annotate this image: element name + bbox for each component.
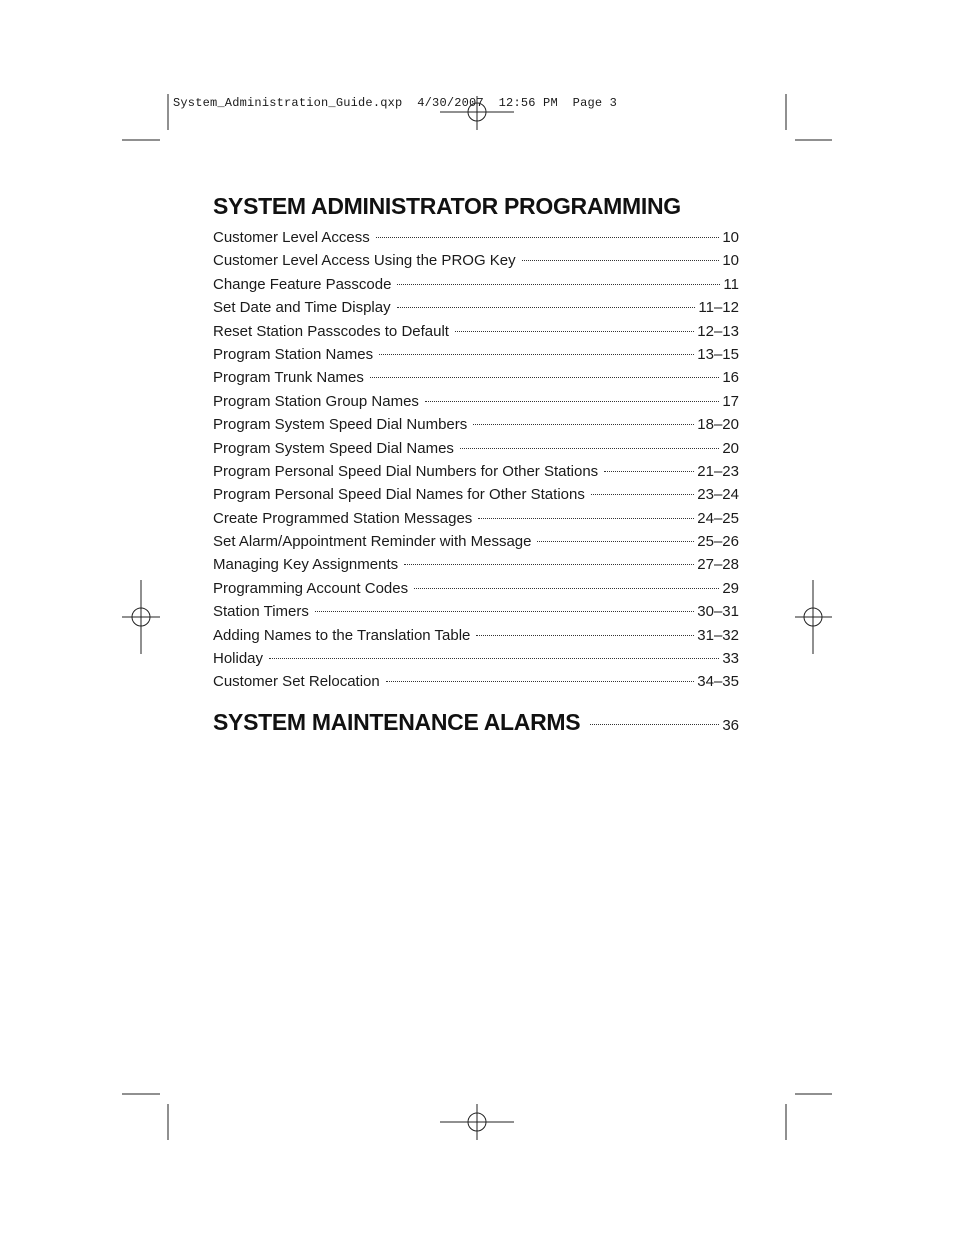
registration-mark-right <box>795 580 832 654</box>
toc-entry[interactable] <box>213 413 739 436</box>
toc-entry-label: Program System Speed Dial Numbers <box>213 416 468 434</box>
toc-entry[interactable] <box>213 343 739 366</box>
section-title-system-maintenance-alarms: SYSTEM MAINTENANCE ALARMS <box>213 708 581 735</box>
registration-mark-bottom <box>440 1104 514 1140</box>
toc-section-system-maintenance-alarms[interactable] <box>213 706 739 738</box>
toc-entry[interactable] <box>213 296 739 319</box>
toc-entry-label: Adding Names to the Translation Table <box>213 626 471 644</box>
toc-entry[interactable] <box>213 507 739 530</box>
toc-entry[interactable] <box>213 577 739 600</box>
toc-entry[interactable] <box>213 320 739 343</box>
toc-entry[interactable] <box>213 670 739 693</box>
toc-entry[interactable] <box>213 226 739 249</box>
dot-leader <box>370 377 719 378</box>
toc-page-number: 21–23 <box>697 462 739 480</box>
toc-entry-label: Change Feature Passcode <box>213 275 392 293</box>
toc-entry-label: Set Alarm/Appointment Reminder with Message <box>213 533 532 551</box>
dot-leader <box>591 494 694 495</box>
toc-page-number: 18–20 <box>697 416 739 434</box>
dot-leader <box>379 354 694 355</box>
section-title-system-administrator-programming: SYSTEM ADMINISTRATOR PROGRAMMING <box>213 193 681 219</box>
toc-entry-label: Reset Station Passcodes to Default <box>213 322 449 340</box>
toc-page-number: 24–25 <box>697 509 739 527</box>
toc-entry-label: Program Personal Speed Dial Names for Other Stations <box>213 486 585 504</box>
dot-leader <box>522 260 720 261</box>
toc-page-number: 31–32 <box>697 626 739 644</box>
toc-page-number: 12–13 <box>697 322 739 340</box>
toc-page-number: 36 <box>722 716 739 734</box>
table-of-contents <box>213 190 739 738</box>
toc-entry-label: Set Date and Time Display <box>213 299 391 317</box>
toc-entry-label: Program Station Names <box>213 345 374 363</box>
toc-page-number: 23–24 <box>697 486 739 504</box>
dot-leader <box>476 635 694 636</box>
toc-page-number: 10 <box>722 252 739 270</box>
dot-leader <box>604 471 694 472</box>
toc-page-number: 25–26 <box>697 533 739 551</box>
dot-leader <box>590 724 719 725</box>
dot-leader <box>460 448 719 449</box>
toc-entry-list <box>213 226 739 694</box>
toc-page-number: 33 <box>722 650 739 668</box>
toc-entry-label: Holiday <box>213 650 264 668</box>
toc-entry-label: Customer Level Access Using the PROG Key <box>213 252 516 270</box>
dot-leader <box>397 307 696 308</box>
print-slug-line: System_Administration_Guide.qxp 4/30/2007 12:56 PM Page 3 <box>173 96 618 110</box>
toc-entry[interactable] <box>213 647 739 670</box>
dot-leader <box>404 564 694 565</box>
dot-leader <box>478 518 694 519</box>
toc-page-number: 13–15 <box>697 345 739 363</box>
toc-entry[interactable] <box>213 483 739 506</box>
toc-page-number: 11–12 <box>698 299 739 317</box>
toc-entry-label: Program Trunk Names <box>213 369 364 387</box>
toc-page-number: 17 <box>722 392 739 410</box>
dot-leader <box>315 611 694 612</box>
toc-entry[interactable] <box>213 624 739 647</box>
toc-entry-label: Program Station Group Names <box>213 392 419 410</box>
toc-entry-label: Station Timers <box>213 603 309 621</box>
toc-entry-label: Managing Key Assignments <box>213 556 399 574</box>
toc-page-number: 20 <box>722 439 739 457</box>
toc-page-number: 30–31 <box>697 603 739 621</box>
toc-entry[interactable] <box>213 553 739 576</box>
toc-entry[interactable] <box>213 530 739 553</box>
dot-leader <box>397 284 720 285</box>
toc-page-number: 10 <box>722 229 739 246</box>
toc-entry[interactable] <box>213 273 739 296</box>
toc-entry-label: Create Programmed Station Messages <box>213 509 473 527</box>
dot-leader <box>455 331 694 332</box>
toc-page-number: 16 <box>722 369 739 387</box>
dot-leader <box>473 424 694 425</box>
toc-entry-label: Programming Account Codes <box>213 579 409 597</box>
toc-entry-label: Program System Speed Dial Names <box>213 439 454 457</box>
toc-page-number: 27–28 <box>697 556 739 574</box>
toc-entry[interactable] <box>213 249 739 272</box>
dot-leader <box>376 237 720 238</box>
toc-page-number: 34–35 <box>697 673 739 691</box>
toc-page-number: 11 <box>723 275 739 293</box>
dot-leader <box>425 401 719 402</box>
dot-leader <box>269 658 719 659</box>
dot-leader <box>386 681 695 682</box>
toc-page-number: 29 <box>722 579 739 597</box>
toc-entry[interactable] <box>213 460 739 483</box>
toc-entry[interactable] <box>213 390 739 413</box>
toc-entry-label: Customer Set Relocation <box>213 673 380 691</box>
toc-entry-label: Program Personal Speed Dial Numbers for Other Stations <box>213 462 599 480</box>
toc-entry[interactable] <box>213 600 739 623</box>
toc-entry[interactable] <box>213 366 739 389</box>
toc-entry-label: Customer Level Access <box>213 229 370 246</box>
registration-mark-left <box>122 580 160 654</box>
toc-entry[interactable] <box>213 437 739 460</box>
dot-leader <box>414 588 719 589</box>
dot-leader <box>537 541 694 542</box>
